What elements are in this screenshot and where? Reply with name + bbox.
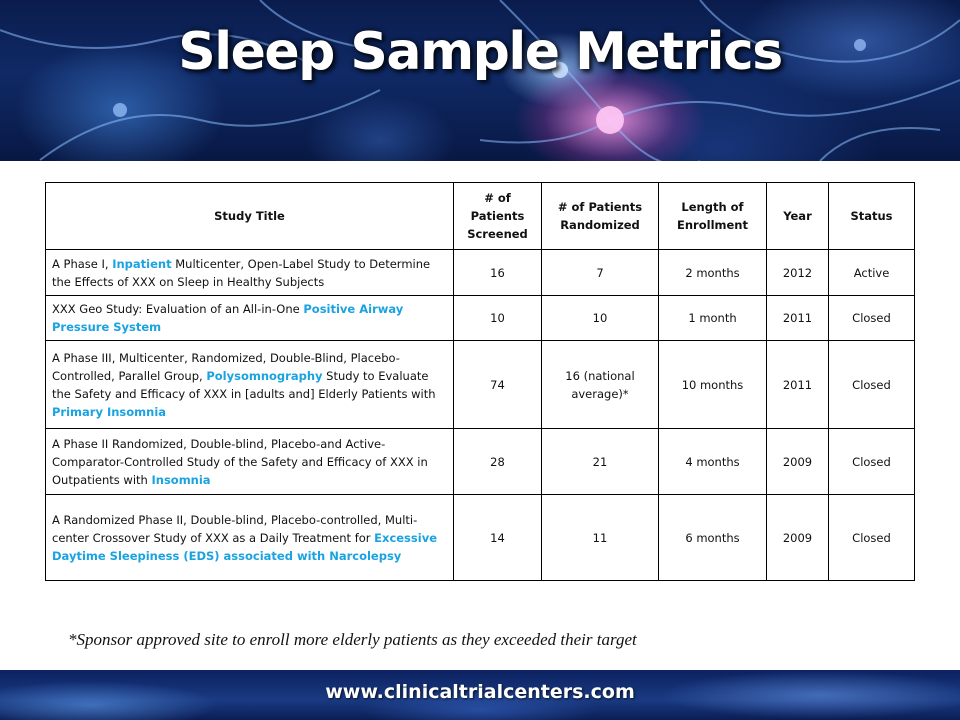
- highlighted-term: Polysomnography: [206, 368, 323, 383]
- patients-screened-cell: 16: [454, 250, 542, 296]
- study-title-cell: [46, 250, 454, 296]
- highlighted-term: Insomnia: [151, 472, 211, 487]
- header-patients-randomized: # of Patients Randomized: [542, 183, 659, 250]
- status-cell: Closed: [829, 495, 915, 581]
- patients-screened-cell: 74: [454, 341, 542, 429]
- header-banner: [0, 0, 960, 161]
- study-title-text: Study to Evaluate the Safety and Efficacy of XXX in [adults and] Elderly Patients with: [52, 368, 436, 401]
- table-row: [46, 250, 915, 296]
- patients-screened-cell: 14: [454, 495, 542, 581]
- patients-randomized-cell: 7: [542, 250, 659, 296]
- status-cell: Closed: [829, 341, 915, 429]
- length-of-enrollment-cell: 1 month: [659, 296, 767, 341]
- study-title-text: A Phase I,: [52, 256, 113, 271]
- length-of-enrollment-cell: 10 months: [659, 341, 767, 429]
- highlighted-term: Inpatient: [112, 256, 172, 271]
- year-cell: 2009: [767, 429, 829, 495]
- page-title: Sleep Sample Metrics: [178, 22, 782, 82]
- patients-randomized-cell: 16 (national average)*: [542, 341, 659, 429]
- year-cell: 2012: [767, 250, 829, 296]
- header-year: Year: [767, 183, 829, 250]
- length-of-enrollment-cell: 4 months: [659, 429, 767, 495]
- year-cell: 2011: [767, 296, 829, 341]
- website-link[interactable]: www.clinicaltrialcenters.com: [325, 681, 635, 703]
- patients-randomized-cell: 11: [542, 495, 659, 581]
- table-row: [46, 296, 915, 341]
- status-cell: Closed: [829, 429, 915, 495]
- study-title-cell: [46, 296, 454, 341]
- study-title-text: XXX Geo Study: Evaluation of an All-in-One: [52, 302, 304, 316]
- highlighted-term: Primary Insomnia: [52, 404, 167, 419]
- length-of-enrollment-cell: 2 months: [659, 250, 767, 296]
- patients-randomized-cell: 10: [542, 296, 659, 341]
- study-title-text: A Randomized Phase II, Double-blind, Placebo-controlled, Multi-center Crossover Study of XXX as a Daily Treatment for: [52, 512, 418, 545]
- table-row: [46, 495, 915, 581]
- study-title-cell: [46, 429, 454, 495]
- table-header-row: [46, 183, 915, 250]
- header-study-title: Study Title: [46, 183, 454, 250]
- status-cell: Closed: [829, 296, 915, 341]
- study-title-cell: [46, 341, 454, 429]
- year-cell: 2009: [767, 495, 829, 581]
- study-title-text: A Phase III, Multicenter, Randomized, Double-Blind, Placebo-Controlled, Parallel Group,: [52, 350, 400, 383]
- highlighted-term: Positive Airway Pressure System: [52, 302, 404, 334]
- study-title-text: A Phase II Randomized, Double-blind, Placebo-and Active-Comparator-Controlled Study of the Safety and Efficacy of XXX in Outpatients with: [52, 436, 428, 487]
- footer-bar: [0, 670, 960, 720]
- study-metrics-table: [45, 182, 915, 581]
- table-row: [46, 341, 915, 429]
- footnote: *Sponsor approved site to enroll more elderly patients as they exceeded their target: [68, 630, 637, 649]
- header-status: Status: [829, 183, 915, 250]
- status-cell: Active: [829, 250, 915, 296]
- patients-screened-cell: 10: [454, 296, 542, 341]
- year-cell: 2011: [767, 341, 829, 429]
- study-title-text: Multicenter, Open-Label Study to Determine the Effects of XXX on Sleep in Healthy Subjects: [52, 256, 431, 289]
- patients-screened-cell: 28: [454, 429, 542, 495]
- header-patients-screened: # of Patients Screened: [454, 183, 542, 250]
- highlighted-term: Excessive Daytime Sleepiness (EDS) associated with Narcolepsy: [52, 530, 437, 563]
- header-length-of-enrollment: Length of Enrollment: [659, 183, 767, 250]
- patients-randomized-cell: 21: [542, 429, 659, 495]
- length-of-enrollment-cell: 6 months: [659, 495, 767, 581]
- study-title-cell: [46, 495, 454, 581]
- table-row: [46, 429, 915, 495]
